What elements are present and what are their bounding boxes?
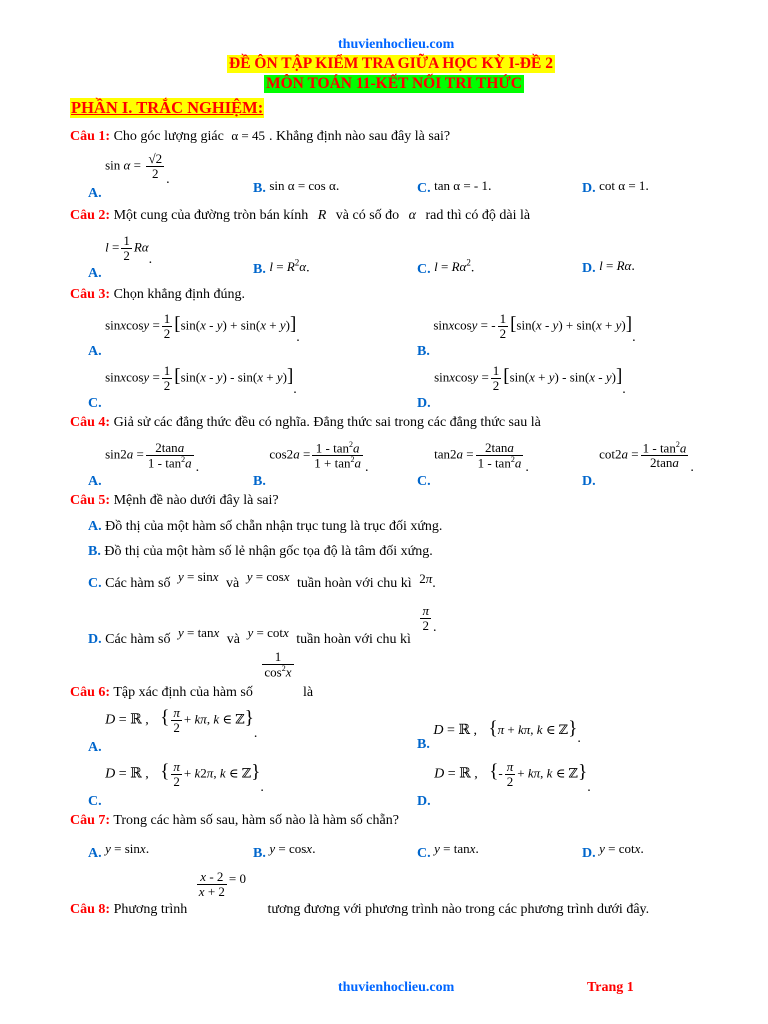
question-5: Câu 5: Mệnh đề nào dưới đây là sai? [70, 493, 279, 508]
q5-option-d[interactable]: D. Các hàm số y = tanx và y = cotx tuần hoàn với chu kì $\frac{\pi}{2}$ . [88, 603, 437, 648]
q3-option-d[interactable]: D. sinxcosy = $\frac{1}{2}$ [sin(x + y) - sin(x - y)]. [417, 363, 626, 412]
q4-option-c[interactable]: C. tan2a = $\frac{2\tan a}{1 - \tan^2a}$ . [417, 440, 529, 489]
q5-option-b[interactable]: B. Đồ thị của một hàm số lẻ nhận gốc tọa độ là tâm đối xứng. [88, 544, 433, 559]
question-2: Câu 2: Một cung của đường tròn bán kính R và có số đo α rad thì có độ dài là [70, 208, 531, 223]
q6-option-d[interactable]: D. D = ℝ , {- $\frac{\pi}{2}$ + kπ, k ∈ ℤ}. [417, 759, 591, 810]
site-header: thuvienhoclieu.com [338, 37, 455, 52]
question-1: Câu 1: Cho góc lượng giác α = 45 . Khẳng định nào sau đây là sai? [70, 128, 451, 144]
q5-option-a[interactable]: A. Đồ thị của một hàm số chẵn nhận trục tung là trục đối xứng. [88, 519, 443, 534]
exam-subtitle: MÔN TOÁN 11-KẾT NỐI TRI THỨC [266, 75, 522, 92]
q2-option-b[interactable]: B. $l = R^2\alpha$. [253, 258, 310, 278]
section-heading: PHẦN I. TRẮC NGHIỆM: [71, 98, 264, 117]
q4-option-a[interactable]: A. sin2a = $\frac{2\tan a}{1 - \tan^2a}$ . [88, 440, 200, 489]
q4-option-d[interactable]: D. cot2a = $\frac{1 - \tan^2a}{2\tan a}$ . [582, 440, 694, 489]
q7-option-b[interactable]: B. y = cosx. [253, 841, 316, 861]
q2-option-c[interactable]: C. $l = R\alpha^2$. [417, 258, 475, 278]
q1-option-c[interactable]: C. tan α = - 1. [417, 178, 492, 196]
question-7: Câu 7: Trong các hàm số sau, hàm số nào là hàm số chẵn? [70, 813, 399, 828]
question-3: Câu 3: Chọn khẳng định đúng. [70, 287, 246, 302]
q3-option-a[interactable]: A. sinxcosy = $\frac{1}{2}$ [sin(x - y) + sin(x + y)]. [88, 311, 300, 360]
q7-option-d[interactable]: D. y = cotx. [582, 841, 644, 861]
question-8: Câu 8: Phương trình $\frac{x - 2}{x + 2}$ = 0 tương đương với phương trình nào trong các phương trình dưới đây. [70, 869, 650, 918]
q2-option-d[interactable]: D. l = Rα. [582, 258, 635, 276]
q3-option-b[interactable]: B. sinxcosy = - $\frac{1}{2}$ [sin(x - y) + sin(x + y)]. [417, 311, 636, 360]
q7-option-c[interactable]: C. y = tanx. [417, 841, 479, 861]
site-footer: thuvienhoclieu.com [338, 980, 455, 995]
q6-option-c[interactable]: C. D = ℝ , { $\frac{\pi}{2}$ + k2π, k ∈ ℤ}. [88, 759, 264, 810]
q1-option-b[interactable]: B. sin α = cos α. [253, 178, 340, 196]
q2-option-a[interactable]: A. l = $\frac{1}{2}$ Rα. [88, 233, 153, 282]
question-4: Câu 4: Giả sử các đẳng thức đều có nghĩa. Đẳng thức sai trong các đẳng thức sau là [70, 415, 541, 430]
exam-title: ĐỀ ÔN TẬP KIỂM TRA GIỮA HỌC KỲ I-ĐỀ 2 [229, 55, 553, 72]
q1-option-a[interactable]: A. sin α = $\frac{√2}{2}$ . [88, 151, 170, 202]
q4-option-b[interactable]: B. cos2a = $\frac{1 - \tan^2a}{1 + \tan^2a}$ . [253, 440, 369, 489]
q6-option-b[interactable]: B. D = ℝ , {π + kπ, k ∈ ℤ}. [417, 718, 581, 752]
question-6: Câu 6: Tập xác định của hàm số $\frac{1}{\cos^2x}$ là [70, 649, 314, 700]
q1-option-d[interactable]: D. cot α = 1. [582, 178, 649, 196]
page-number: Trang 1 [587, 980, 634, 995]
q6-option-a[interactable]: A. D = ℝ , { $\frac{\pi}{2}$ + kπ, k ∈ ℤ}. [88, 705, 258, 756]
q5-option-c[interactable]: C. Các hàm số y = sinx và y = cosx tuần hoàn với chu kì 2π. [88, 569, 436, 591]
q3-option-c[interactable]: C. sinxcosy = $\frac{1}{2}$ [sin(x - y) - sin(x + y)]. [88, 363, 297, 412]
q7-option-a[interactable]: A. y = sinx. [88, 841, 150, 861]
